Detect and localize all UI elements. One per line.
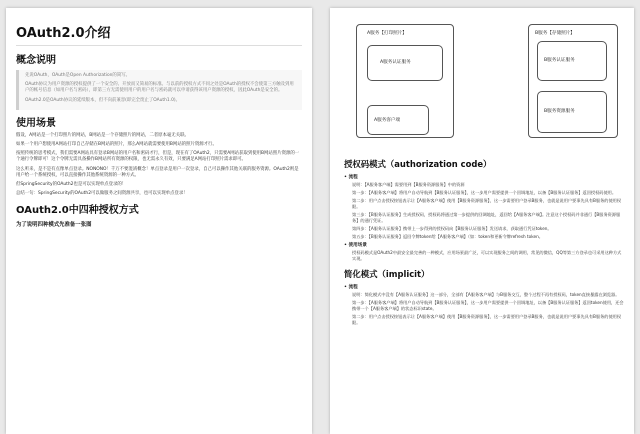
service-a-client-label: A服务客户端 bbox=[374, 118, 401, 123]
implicit-step: 说明：简化模式中没有【A服务认证服务】这一部分，全部有【A服务客户端】与B服务交互，整个过程不再有授权码，token直接暴露在浏览器。 bbox=[352, 292, 620, 297]
usage-paragraph: 但SpringSecurity的OAuth2也是可以实现单点登录的！ bbox=[16, 182, 127, 188]
service-a-auth-box bbox=[367, 45, 443, 81]
service-b-label: B服务【存储照片】 bbox=[535, 31, 575, 36]
auth-code-step: 第五步：【B服务认证服务】返回令牌token给【A服务客户端】（如：token和更新令牌refresh token。 bbox=[352, 234, 543, 239]
auth-code-scenario-text: 授权码模式是OAuth2中最安全最完善的一种模式，应用场景最广泛，可以实现服务之间的调用，常见的微信，QQ等第三方登录也可采用这种方式实现。 bbox=[352, 250, 622, 261]
usage-paragraph: 这么听来，是不是有点像单点登录。NONONO！千万不要混淆概念！单点登录是用户一次登录，自己可以操作其他关联的服务资源。OAuth2则是用户给一个系统授权，可以直接操作其他系统资源的一种方式。 bbox=[16, 166, 299, 178]
title-divider bbox=[16, 45, 302, 46]
usage-paragraph: 如果一个用户想使用A网站打印自己存储在B网站的照片，那么A网站就需要使用B网站的照片资源才行。 bbox=[16, 142, 217, 148]
usage-paragraph: 总结一句：SpringSecurity的OAuth2可以做服务之间资源共享，也可以实现单点登录！ bbox=[16, 191, 188, 197]
auth-code-step: 第二步：用户点击授权按钮表示让【A服务客户端】使用【B服务资源服务】，这一步需要用户登录B服务，也就是说用户要事先具有B服务的使用权限。 bbox=[352, 198, 622, 209]
concept-line: 先说OAuth，OAuth是Open Authorization的简写。 bbox=[25, 73, 130, 78]
usage-paragraph: 假设，A网站是一个打印照片的网站，B网站是一个存储照片的网站，二者原本毫无关联。 bbox=[16, 132, 189, 138]
implicit-step: 第二步：用户点击授权按钮表示让【A服务客户端】使用【B服务资源服务】，这一步需要用户登录B服务，也就是说用户要事先具有B服务的使用权限。 bbox=[352, 314, 622, 325]
implicit-heading: 简化模式（implicit） bbox=[344, 269, 430, 279]
service-a-client-box bbox=[367, 105, 429, 135]
concept-line: OAuth协议为用户资源的授权提供了一个安全的、开放而又简易的标准。与以前的授权方式不同之处是OAuth的授权不会使第三方触及到用户的帐号信息（如用户名与密码），即第三方无需使用用户的用户名与密码就可以申请获得该用户资源的授权，因此OAuth是安全的。 bbox=[25, 82, 294, 94]
service-b-auth-box bbox=[537, 41, 607, 81]
document-page-left bbox=[6, 8, 312, 434]
concept-heading: 概念说明 bbox=[16, 55, 56, 66]
auth-code-heading: 授权码模式（authorization code） bbox=[344, 159, 492, 169]
implicit-step: 第一步：【A服务客户端】将用户自动导航到【B服务认证服务】，这一步用户需要提供一个回调地址，以备【B服务认证服务】返回token使用，还会携带一个【A服务客户端】的状态标识state。 bbox=[352, 300, 624, 311]
auth-code-step: 第四步：【A服务认证服务】携带上一步得到的授权码向【B服务认证服务】发送请求，获取通行凭证token。 bbox=[352, 226, 552, 231]
modes-heading: OAuth2.0中四种授权方式 bbox=[16, 205, 139, 217]
right-page-text bbox=[344, 158, 624, 328]
auth-code-step: 说明：【A服务客户端】需要用到【B服务资源服务】中的资源 bbox=[352, 182, 465, 187]
service-b-auth-label: B服务认证服务 bbox=[544, 58, 575, 63]
implicit-flow-title: • 流程 bbox=[344, 284, 624, 290]
service-b-resource-label: B服务资源服务 bbox=[544, 109, 575, 114]
service-b-box bbox=[528, 24, 618, 138]
auth-code-step: 第三步：【B服务认证服务】生成授权码，授权码将通过第一步提供的回调地址，返回给【A服务客户端】。注意这个授权码并非通行【B服务资源服务】的通行凭证。 bbox=[352, 212, 621, 223]
modes-note: 为了说明四种模式先准备一张图 bbox=[16, 222, 92, 229]
service-a-label: A服务【打印照片】 bbox=[367, 31, 407, 36]
service-a-box bbox=[356, 24, 454, 138]
service-diagram bbox=[356, 24, 620, 140]
auth-code-step: 第一步：【A服务客户端】将用户自动导航到【B服务认证服务】，这一步用户需要提供一个回调地址，以备【B服务认证服务】返回授权码使用。 bbox=[352, 190, 617, 195]
document-page-right bbox=[330, 8, 634, 434]
page-title: OAuth2.0介绍 bbox=[16, 26, 111, 41]
auth-code-scenario-title: • 使用场景 bbox=[344, 242, 624, 248]
concept-quote bbox=[16, 70, 302, 110]
service-b-resource-box bbox=[537, 91, 607, 133]
concept-line: OAuth2.0是OAuth协议的延续版本，但不向前兼容(即完全废止了OAuth1.0)。 bbox=[25, 97, 180, 103]
usage-heading: 使用场景 bbox=[16, 117, 56, 129]
auth-code-flow-title: • 流程 bbox=[344, 174, 624, 180]
usage-paragraph: 按照传统的思考模式，我们需要A网站具有登录B网站的用户名和密码才行，但是，现在有了OAuth2，只需要A网站获取到使用B网站照片资源的一个通行令牌即可！这个令牌无需具备操作B网站所有资源的权限，也无需永久有效，只要满足A网站打印照片需求即可。 bbox=[16, 151, 300, 163]
service-a-auth-label: A服务认证服务 bbox=[380, 60, 411, 65]
